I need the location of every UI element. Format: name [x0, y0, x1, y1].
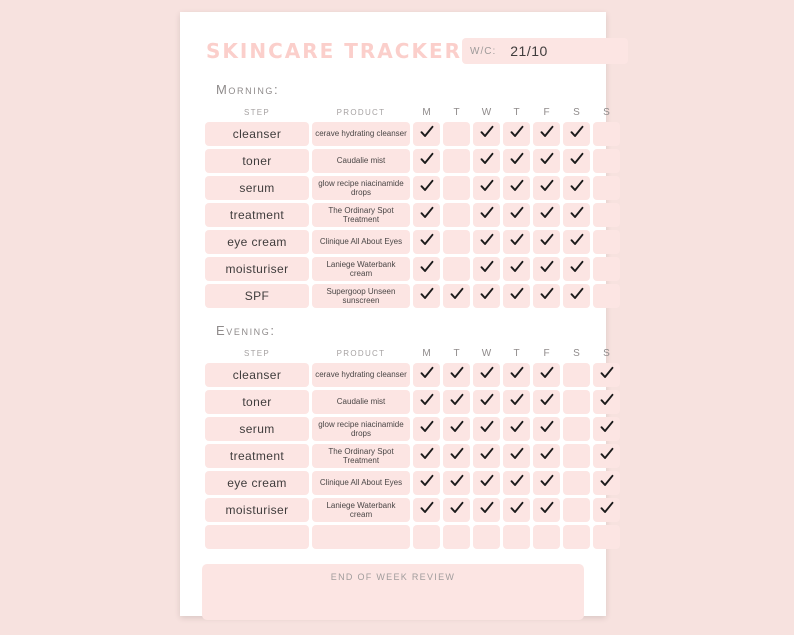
- day-checkbox-cell[interactable]: [563, 390, 590, 414]
- check-icon: [420, 179, 434, 193]
- day-checkbox-cell[interactable]: [473, 390, 500, 414]
- product-cell[interactable]: The Ordinary Spot Treatment: [312, 203, 410, 227]
- day-checkbox-cell[interactable]: [473, 444, 500, 468]
- column-header-day: M: [422, 348, 431, 359]
- day-checkbox-cell[interactable]: [473, 498, 500, 522]
- day-checkbox-cell[interactable]: [413, 471, 440, 495]
- table-header-row: [205, 347, 620, 360]
- day-checkbox-cell[interactable]: [443, 176, 470, 200]
- column-header-day: F: [543, 107, 550, 118]
- routine-section: [202, 323, 610, 552]
- table-row: [205, 149, 620, 173]
- check-icon: [510, 501, 524, 515]
- day-checkbox-cell[interactable]: [533, 230, 560, 254]
- check-icon: [420, 420, 434, 434]
- day-checkbox-cell[interactable]: [473, 122, 500, 146]
- check-icon: [510, 474, 524, 488]
- routine-table: [202, 344, 623, 552]
- section-title: Evening:: [216, 323, 276, 338]
- check-icon: [570, 179, 584, 193]
- day-checkbox-cell[interactable]: [533, 417, 560, 441]
- day-checkbox-cell[interactable]: [413, 363, 440, 387]
- column-header-step: STEP: [243, 349, 271, 358]
- table-row: [205, 257, 620, 281]
- product-cell[interactable]: Laniege Waterbank cream: [312, 498, 410, 522]
- day-checkbox-cell[interactable]: [503, 363, 530, 387]
- check-icon: [600, 366, 614, 380]
- check-icon: [480, 287, 494, 301]
- page-title: SKINCARE TRACKER: [206, 39, 463, 63]
- product-cell[interactable]: glow recipe niacinamide drops: [312, 176, 410, 200]
- check-icon: [420, 501, 434, 515]
- step-cell[interactable]: cleanser: [205, 363, 309, 387]
- day-checkbox-cell[interactable]: [413, 284, 440, 308]
- step-cell[interactable]: treatment: [205, 444, 309, 468]
- day-checkbox-cell[interactable]: [533, 525, 560, 549]
- check-icon: [510, 206, 524, 220]
- check-icon: [480, 179, 494, 193]
- product-cell[interactable]: [312, 525, 410, 549]
- column-header-product: PRODUCT: [336, 108, 386, 117]
- day-checkbox-cell[interactable]: [413, 257, 440, 281]
- day-checkbox-cell[interactable]: [503, 122, 530, 146]
- check-icon: [570, 260, 584, 274]
- step-cell[interactable]: serum: [205, 417, 309, 441]
- day-checkbox-cell[interactable]: [443, 257, 470, 281]
- column-header-product: PRODUCT: [336, 349, 386, 358]
- check-icon: [420, 125, 434, 139]
- day-checkbox-cell[interactable]: [413, 176, 440, 200]
- check-icon: [570, 125, 584, 139]
- check-icon: [480, 233, 494, 247]
- check-icon: [420, 474, 434, 488]
- step-cell[interactable]: toner: [205, 149, 309, 173]
- product-cell[interactable]: glow recipe niacinamide drops: [312, 417, 410, 441]
- check-icon: [600, 447, 614, 461]
- day-checkbox-cell[interactable]: [443, 363, 470, 387]
- day-checkbox-cell[interactable]: [593, 284, 620, 308]
- table-row: [205, 122, 620, 146]
- step-cell[interactable]: moisturiser: [205, 257, 309, 281]
- check-icon: [540, 447, 554, 461]
- day-checkbox-cell[interactable]: [533, 284, 560, 308]
- check-icon: [510, 260, 524, 274]
- check-icon: [450, 287, 464, 301]
- day-checkbox-cell[interactable]: [563, 122, 590, 146]
- day-checkbox-cell[interactable]: [473, 257, 500, 281]
- section-divider: [202, 311, 584, 323]
- check-icon: [450, 447, 464, 461]
- day-checkbox-cell[interactable]: [563, 176, 590, 200]
- table-header-row: [205, 106, 620, 119]
- page-header: [202, 34, 584, 68]
- check-icon: [420, 393, 434, 407]
- day-checkbox-cell[interactable]: [563, 149, 590, 173]
- check-icon: [540, 287, 554, 301]
- check-icon: [480, 125, 494, 139]
- check-icon: [540, 474, 554, 488]
- check-icon: [510, 179, 524, 193]
- step-cell[interactable]: eye cream: [205, 471, 309, 495]
- day-checkbox-cell[interactable]: [533, 390, 560, 414]
- day-checkbox-cell[interactable]: [593, 203, 620, 227]
- check-icon: [420, 152, 434, 166]
- check-icon: [510, 152, 524, 166]
- check-icon: [540, 152, 554, 166]
- day-checkbox-cell[interactable]: [593, 257, 620, 281]
- step-cell[interactable]: [205, 525, 309, 549]
- day-checkbox-cell[interactable]: [503, 257, 530, 281]
- check-icon: [510, 125, 524, 139]
- day-checkbox-cell[interactable]: [533, 203, 560, 227]
- day-checkbox-cell[interactable]: [413, 525, 440, 549]
- check-icon: [420, 447, 434, 461]
- check-icon: [510, 233, 524, 247]
- table-row: [205, 444, 620, 468]
- column-header-day: S: [573, 348, 580, 359]
- product-cell[interactable]: Laniege Waterbank cream: [312, 257, 410, 281]
- day-checkbox-cell[interactable]: [503, 230, 530, 254]
- week-commencing-label: W/C:: [470, 45, 497, 57]
- table-row: [205, 525, 620, 549]
- check-icon: [480, 206, 494, 220]
- section-title: Morning:: [216, 82, 280, 97]
- day-checkbox-cell[interactable]: [503, 149, 530, 173]
- end-of-week-review-box[interactable]: [202, 564, 584, 620]
- check-icon: [420, 233, 434, 247]
- day-checkbox-cell[interactable]: [533, 363, 560, 387]
- step-cell[interactable]: toner: [205, 390, 309, 414]
- table-row: [205, 230, 620, 254]
- day-checkbox-cell[interactable]: [443, 203, 470, 227]
- step-cell[interactable]: eye cream: [205, 230, 309, 254]
- day-checkbox-cell[interactable]: [503, 417, 530, 441]
- check-icon: [540, 366, 554, 380]
- day-checkbox-cell[interactable]: [533, 471, 560, 495]
- day-checkbox-cell[interactable]: [443, 417, 470, 441]
- day-checkbox-cell[interactable]: [473, 471, 500, 495]
- day-checkbox-cell[interactable]: [473, 525, 500, 549]
- table-row: [205, 471, 620, 495]
- day-checkbox-cell[interactable]: [563, 257, 590, 281]
- check-icon: [480, 474, 494, 488]
- column-header-day: S: [603, 348, 610, 359]
- check-icon: [570, 152, 584, 166]
- check-icon: [420, 287, 434, 301]
- check-icon: [450, 366, 464, 380]
- check-icon: [480, 501, 494, 515]
- day-checkbox-cell[interactable]: [473, 417, 500, 441]
- column-header-day: S: [603, 107, 610, 118]
- product-cell[interactable]: Supergoop Unseen sunscreen: [312, 284, 410, 308]
- day-checkbox-cell[interactable]: [503, 284, 530, 308]
- column-header-day: W: [481, 107, 492, 118]
- day-checkbox-cell[interactable]: [563, 230, 590, 254]
- week-commencing-field[interactable]: [462, 38, 628, 64]
- day-checkbox-cell[interactable]: [533, 149, 560, 173]
- product-cell[interactable]: Caudalie mist: [312, 390, 410, 414]
- product-cell[interactable]: cerave hydrating cleanser: [312, 122, 410, 146]
- day-checkbox-cell[interactable]: [413, 498, 440, 522]
- day-checkbox-cell[interactable]: [593, 498, 620, 522]
- day-checkbox-cell[interactable]: [503, 176, 530, 200]
- check-icon: [540, 260, 554, 274]
- product-cell[interactable]: cerave hydrating cleanser: [312, 363, 410, 387]
- day-checkbox-cell[interactable]: [473, 203, 500, 227]
- end-of-week-review-label: END OF WEEK REVIEW: [330, 572, 456, 582]
- check-icon: [510, 366, 524, 380]
- product-cell[interactable]: The Ordinary Spot Treatment: [312, 444, 410, 468]
- product-cell[interactable]: Caudalie mist: [312, 149, 410, 173]
- day-checkbox-cell[interactable]: [593, 122, 620, 146]
- day-checkbox-cell[interactable]: [593, 230, 620, 254]
- day-checkbox-cell[interactable]: [533, 122, 560, 146]
- day-checkbox-cell[interactable]: [503, 471, 530, 495]
- day-checkbox-cell[interactable]: [593, 363, 620, 387]
- check-icon: [600, 501, 614, 515]
- day-checkbox-cell[interactable]: [443, 471, 470, 495]
- day-checkbox-cell[interactable]: [593, 525, 620, 549]
- step-cell[interactable]: SPF: [205, 284, 309, 308]
- day-checkbox-cell[interactable]: [593, 390, 620, 414]
- check-icon: [480, 447, 494, 461]
- day-checkbox-cell[interactable]: [443, 498, 470, 522]
- step-cell[interactable]: serum: [205, 176, 309, 200]
- step-cell[interactable]: treatment: [205, 203, 309, 227]
- day-checkbox-cell[interactable]: [593, 417, 620, 441]
- day-checkbox-cell[interactable]: [533, 257, 560, 281]
- check-icon: [420, 366, 434, 380]
- day-checkbox-cell[interactable]: [443, 444, 470, 468]
- day-checkbox-cell[interactable]: [413, 417, 440, 441]
- check-icon: [600, 420, 614, 434]
- column-header-day: T: [513, 107, 520, 118]
- check-icon: [450, 420, 464, 434]
- day-checkbox-cell[interactable]: [563, 444, 590, 468]
- table-row: [205, 417, 620, 441]
- day-checkbox-cell[interactable]: [443, 122, 470, 146]
- check-icon: [450, 393, 464, 407]
- day-checkbox-cell[interactable]: [443, 149, 470, 173]
- day-checkbox-cell[interactable]: [443, 525, 470, 549]
- column-header-day: T: [453, 348, 460, 359]
- day-checkbox-cell[interactable]: [563, 284, 590, 308]
- day-checkbox-cell[interactable]: [473, 363, 500, 387]
- day-checkbox-cell[interactable]: [413, 149, 440, 173]
- check-icon: [570, 206, 584, 220]
- day-checkbox-cell[interactable]: [563, 203, 590, 227]
- check-icon: [510, 420, 524, 434]
- check-icon: [540, 393, 554, 407]
- day-checkbox-cell[interactable]: [533, 176, 560, 200]
- column-header-day: T: [453, 107, 460, 118]
- day-checkbox-cell[interactable]: [593, 444, 620, 468]
- column-header-day: W: [481, 348, 492, 359]
- table-row: [205, 203, 620, 227]
- table-row: [205, 176, 620, 200]
- check-icon: [540, 125, 554, 139]
- day-checkbox-cell[interactable]: [473, 176, 500, 200]
- day-checkbox-cell[interactable]: [503, 390, 530, 414]
- routine-section: [202, 82, 610, 311]
- day-checkbox-cell[interactable]: [413, 390, 440, 414]
- check-icon: [540, 420, 554, 434]
- day-checkbox-cell[interactable]: [413, 203, 440, 227]
- table-row: [205, 390, 620, 414]
- day-checkbox-cell[interactable]: [563, 471, 590, 495]
- product-cell[interactable]: Clinique All About Eyes: [312, 471, 410, 495]
- day-checkbox-cell[interactable]: [443, 390, 470, 414]
- day-checkbox-cell[interactable]: [473, 284, 500, 308]
- column-header-day: F: [543, 348, 550, 359]
- day-checkbox-cell[interactable]: [503, 498, 530, 522]
- column-header-day: T: [513, 348, 520, 359]
- check-icon: [540, 233, 554, 247]
- check-icon: [600, 393, 614, 407]
- check-icon: [450, 501, 464, 515]
- day-checkbox-cell[interactable]: [593, 471, 620, 495]
- check-icon: [480, 152, 494, 166]
- tracker-page: [180, 12, 610, 616]
- check-icon: [570, 233, 584, 247]
- check-icon: [510, 287, 524, 301]
- week-commencing-value: 21/10: [510, 43, 548, 59]
- day-checkbox-cell[interactable]: [443, 284, 470, 308]
- day-checkbox-cell[interactable]: [533, 444, 560, 468]
- column-header-day: M: [422, 107, 431, 118]
- day-checkbox-cell[interactable]: [413, 444, 440, 468]
- check-icon: [600, 474, 614, 488]
- column-header-step: STEP: [243, 108, 271, 117]
- day-checkbox-cell[interactable]: [563, 417, 590, 441]
- check-icon: [540, 179, 554, 193]
- product-cell[interactable]: Clinique All About Eyes: [312, 230, 410, 254]
- check-icon: [480, 260, 494, 274]
- day-checkbox-cell[interactable]: [533, 498, 560, 522]
- routine-table: [202, 103, 623, 311]
- check-icon: [510, 393, 524, 407]
- day-checkbox-cell[interactable]: [413, 122, 440, 146]
- day-checkbox-cell[interactable]: [563, 363, 590, 387]
- day-checkbox-cell[interactable]: [503, 203, 530, 227]
- check-icon: [570, 287, 584, 301]
- check-icon: [510, 447, 524, 461]
- table-row: [205, 284, 620, 308]
- day-checkbox-cell[interactable]: [563, 525, 590, 549]
- table-row: [205, 363, 620, 387]
- check-icon: [450, 474, 464, 488]
- day-checkbox-cell[interactable]: [593, 176, 620, 200]
- check-icon: [480, 393, 494, 407]
- check-icon: [540, 501, 554, 515]
- column-header-day: S: [573, 107, 580, 118]
- day-checkbox-cell[interactable]: [503, 444, 530, 468]
- step-cell[interactable]: moisturiser: [205, 498, 309, 522]
- check-icon: [540, 206, 554, 220]
- day-checkbox-cell[interactable]: [473, 149, 500, 173]
- step-cell[interactable]: cleanser: [205, 122, 309, 146]
- check-icon: [420, 206, 434, 220]
- day-checkbox-cell[interactable]: [473, 230, 500, 254]
- day-checkbox-cell[interactable]: [443, 230, 470, 254]
- day-checkbox-cell[interactable]: [593, 149, 620, 173]
- day-checkbox-cell[interactable]: [413, 230, 440, 254]
- check-icon: [420, 260, 434, 274]
- table-row: [205, 498, 620, 522]
- check-icon: [480, 420, 494, 434]
- day-checkbox-cell[interactable]: [563, 498, 590, 522]
- day-checkbox-cell[interactable]: [503, 525, 530, 549]
- check-icon: [480, 366, 494, 380]
